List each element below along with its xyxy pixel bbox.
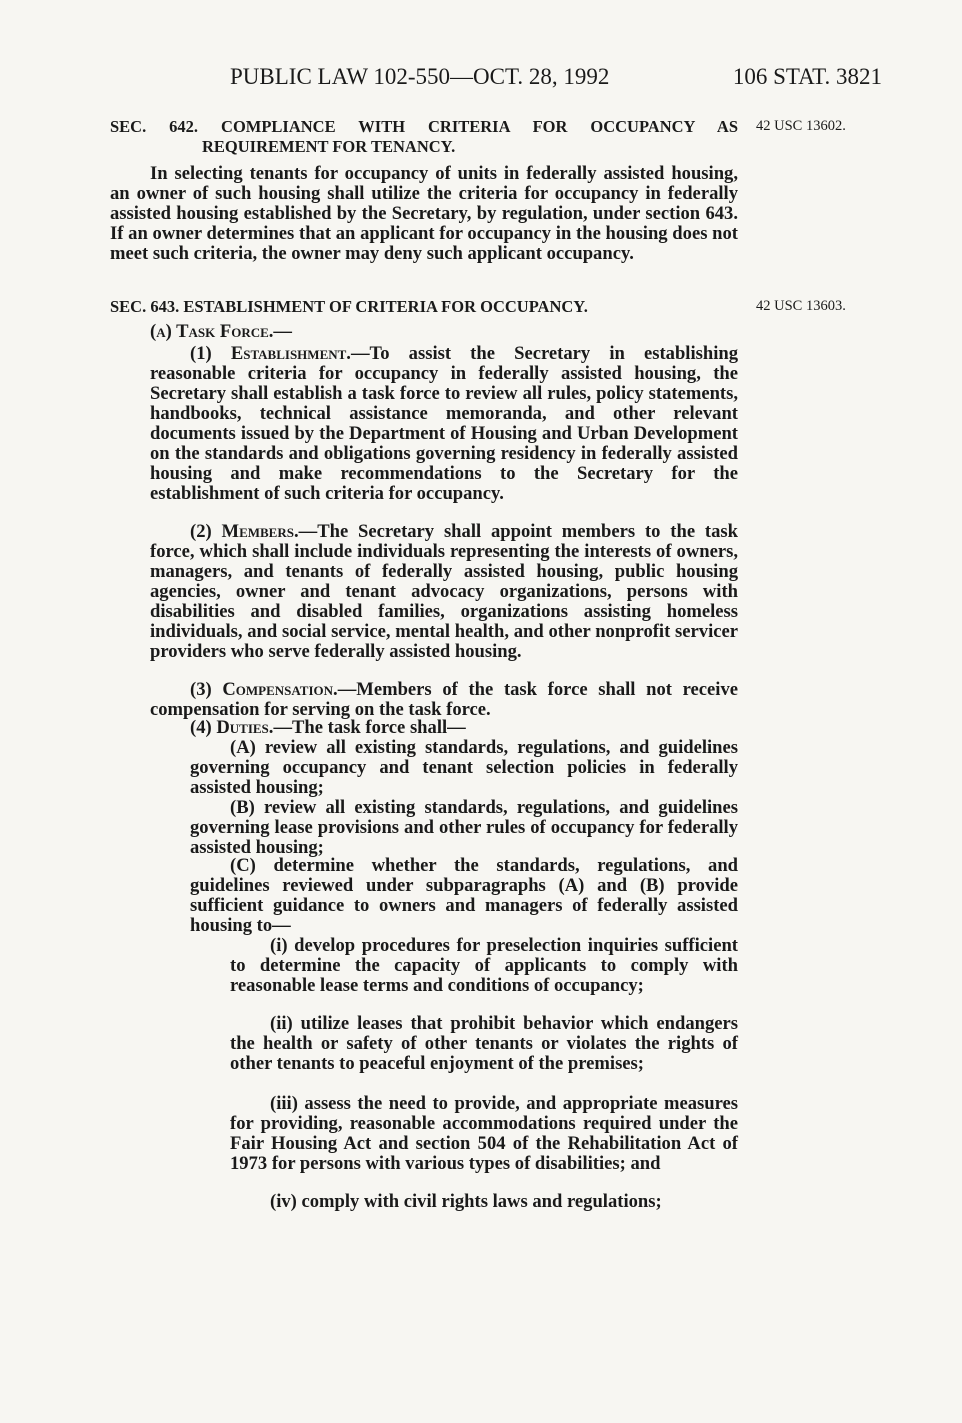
subsection-a-label: (a) Task Force.—	[150, 321, 293, 342]
paragraph-4-duties: (4) Duties.—The task force shall—	[190, 717, 466, 738]
statute-page-number: 106 STAT. 3821	[732, 64, 882, 89]
sec-642-heading: SEC. 642. COMPLIANCE WITH CRITERIA FOR OCCUPANCY AS REQUIREMENT FOR TENANCY.	[110, 117, 738, 156]
subparagraph-A: (A) review all existing standards, regulations, and guidelines governing occupancy and tenant selection policies in federally assisted housing;	[190, 737, 738, 798]
subparagraph-C: (C) determine whether the standards, regulations, and guidelines reviewed under subparagraphs (A) and (B) provide sufficient guidance to owners and managers of federally assisted housing to—	[190, 855, 738, 936]
clause-iv: (iv) comply with civil rights laws and regulations;	[270, 1191, 662, 1212]
sec-642-text: In selecting tenants for occupancy of units in federally assisted housing, an owner of such housing shall utilize the criteria for occupancy in federally assisted housing established by the Secretary, by regulation, under section 643. If an owner determines that an applicant for occupancy in the housing does not meet such criteria, the owner may deny such applicant occupancy.	[110, 163, 738, 264]
clause-i: (i) develop procedures for preselection inquiries sufficient to determine the capacity of applicants to comply with reasonable lease terms and conditions of occupancy;	[230, 935, 738, 996]
public-law-citation: PUBLIC LAW 102-550—OCT. 28, 1992	[230, 64, 610, 89]
paragraph-3-compensation: (3) Compensation.—Members of the task force shall not receive compensation for serving on the task force.	[150, 679, 739, 720]
sec-642-usc-note: 42 USC 13602.	[756, 118, 846, 134]
paragraph-2-members: (2) Members.—The Secretary shall appoint members to the task force, which shall include individuals representing the interests of owners, managers, and tenants of federally assisted housing, public housing agencies, owner and tenant advocacy organizations, persons with disabilities and disabled families, organizations assisting homeless individuals, and social service, mental health, and other nonprofit servicer providers who serve federally assisted housing.	[150, 521, 738, 662]
subparagraph-B: (B) review all existing standards, regulations, and guidelines governing lease provisions and other rules of occupancy for federally assisted housing;	[190, 797, 738, 858]
sec-643-heading: SEC. 643. ESTABLISHMENT OF CRITERIA FOR OCCUPANCY.	[110, 297, 588, 316]
paragraph-1-establishment: (1) Establishment.—To assist the Secretary in establishing reasonable criteria for occupancy in federally assisted housing, the Secretary shall establish a task force to review all rules, policy statements, handbooks, technical assistance memoranda, and other relevant documents issued by the Department of Housing and Urban Development on the standards and obligations governing residency in federally assisted housing and make recommendations to the Secretary for the establishment of such criteria for occupancy.	[150, 343, 738, 504]
sec-643-usc-note: 42 USC 13603.	[756, 298, 846, 314]
clause-iii: (iii) assess the need to provide, and appropriate measures for providing, reasonable accommodations required under the Fair Housing Act and section 504 of the Rehabilitation Act of 1973 for persons with various types of disabilities; and	[230, 1093, 738, 1174]
page-header	[230, 64, 882, 98]
clause-ii: (ii) utilize leases that prohibit behavior which endangers the health or safety of other tenants or violates the rights of other tenants to peaceful enjoyment of the premises;	[230, 1013, 738, 1074]
